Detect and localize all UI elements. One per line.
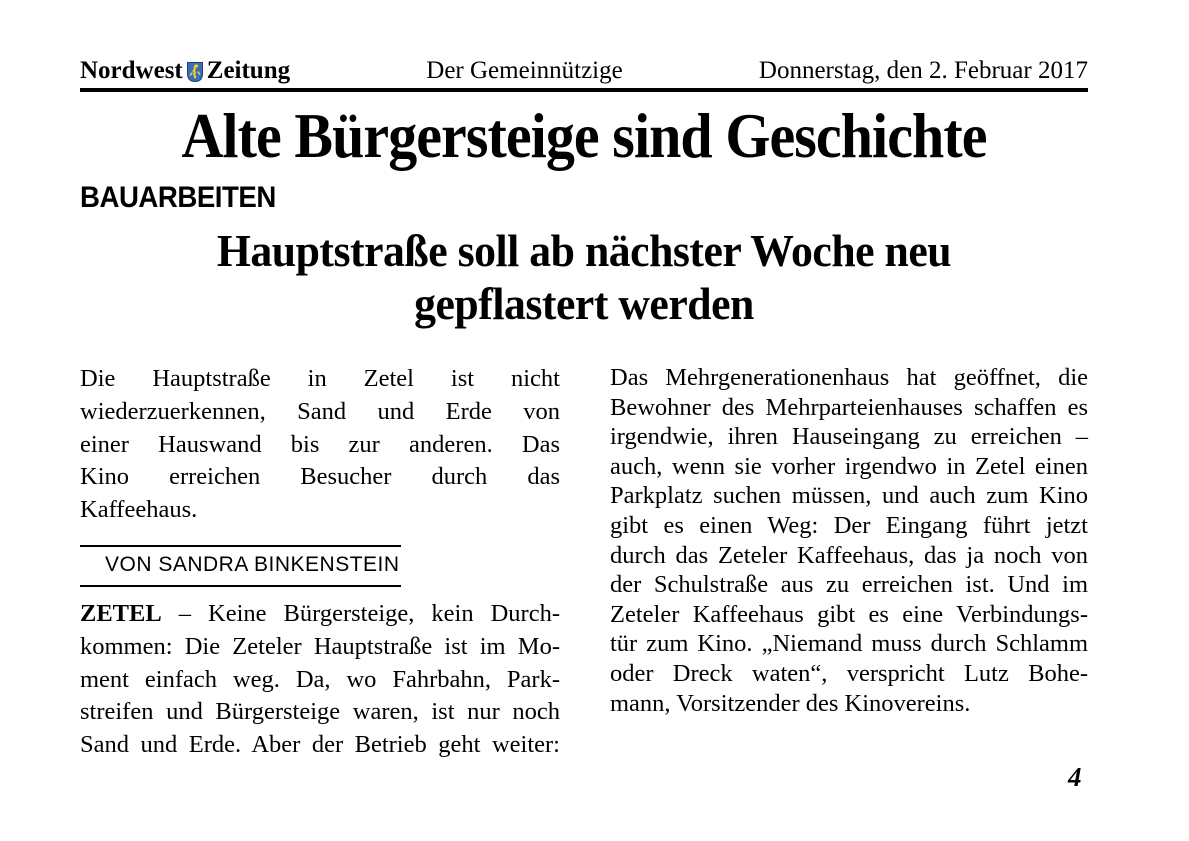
body-line: auch, wenn sie vorher irgendwo in Zetel einen xyxy=(610,452,1088,480)
body-line: Zeteler Kaffeehaus gibt es eine Verbindungs- xyxy=(610,600,1088,628)
lead-paragraph xyxy=(80,363,560,527)
subheadline xyxy=(105,224,1063,330)
lead-line: Kaffeehaus. xyxy=(80,496,198,524)
body-paragraph-left xyxy=(80,598,560,762)
body-line: gibt es einen Weg: Der Eingang führt jetzt xyxy=(610,511,1088,539)
body-line: Das Mehrgenerationenhaus hat geöffnet, die xyxy=(610,364,1088,391)
masthead-rule xyxy=(80,88,1088,92)
body-line: der Schulstraße aus zu erreichen ist. Und im xyxy=(610,571,1088,599)
kicker: BAUARBEITEN xyxy=(80,181,276,214)
body-line: oder Dreck waten“, verspricht Lutz Bohe- xyxy=(610,659,1088,687)
column-right xyxy=(610,363,1088,718)
newspaper-brand xyxy=(80,57,290,85)
body-line: ment einfach weg. Da, wo Fahrbahn, Park- xyxy=(80,665,560,693)
body-line: durch das Zeteler Kaffeehaus, das ja noch von xyxy=(610,541,1088,569)
body-line: Sand und Erde. Aber der Betrieb geht weiter: xyxy=(80,731,560,759)
body-line: kommen: Die Zeteler Hauptstraße ist im Mo- xyxy=(80,632,560,660)
body-line: Bewohner des Mehrparteienhauses schaffen es xyxy=(610,393,1088,421)
column-left xyxy=(80,363,560,762)
byline: VON SANDRA BINKENSTEIN xyxy=(105,552,400,576)
brand-word-left: Nordwest xyxy=(80,57,183,84)
lead-line: Kino erreichen Besucher durch das xyxy=(80,463,560,491)
lead-line: Die Hauptstraße in Zetel ist nicht xyxy=(80,365,560,392)
lead-line: wiederzuerkennen, Sand und Erde von xyxy=(80,397,560,425)
body-line: streifen und Bürgersteige waren, ist nur noch xyxy=(80,698,560,726)
subheadline-line: gepflastert werden xyxy=(414,278,754,329)
body-line: tür zum Kino. „Niemand muss durch Schlamm xyxy=(610,630,1088,658)
masthead xyxy=(80,57,1088,85)
body-line: Parkplatz suchen müssen, und auch zum Kino xyxy=(610,482,1088,510)
dateline-location: ZETEL xyxy=(80,599,162,627)
body-line: irgendwie, ihren Hauseingang zu erreichen – xyxy=(610,423,1088,451)
lead-line: einer Hauswand bis zur anderen. Das xyxy=(80,430,560,458)
body-line-rest: – Keine Bürgersteige, kein Durch- xyxy=(178,599,561,627)
page-number: 4 xyxy=(1068,762,1082,792)
masthead-center-title: Der Gemeinnützige xyxy=(426,57,623,84)
body-line: mann, Vorsitzender des Kinovereins. xyxy=(610,689,971,717)
crest-shield-lion-icon xyxy=(186,61,204,83)
masthead-date: Donnerstag, den 2. Februar 2017 xyxy=(758,57,1088,84)
subheadline-line: Hauptstraße soll ab nächster Woche neu xyxy=(216,225,952,276)
body-line xyxy=(80,598,560,631)
brand-word-right: Zeitung xyxy=(206,57,291,84)
headline: Alte Bürgersteige sind Geschichte xyxy=(181,101,987,171)
byline-block xyxy=(80,545,401,587)
page-content xyxy=(80,0,1088,841)
